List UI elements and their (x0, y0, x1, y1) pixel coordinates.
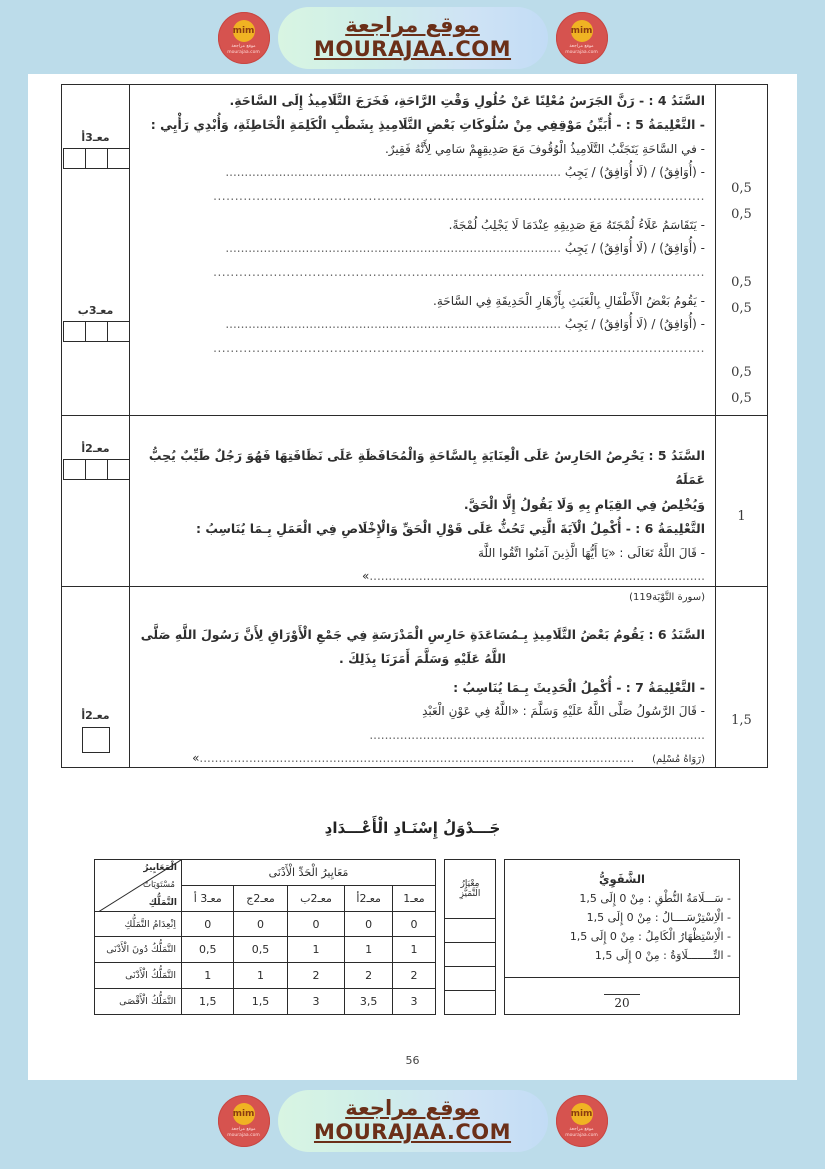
answer-blank-3[interactable]: .................................................................................................................. (213, 340, 705, 355)
table-row (445, 919, 496, 943)
table-row (95, 963, 436, 989)
answer-options-2[interactable] (140, 237, 705, 260)
matrix-col-header: معـ2ب (287, 885, 345, 911)
content-column-block2 (130, 416, 716, 604)
score-box[interactable] (85, 321, 108, 342)
matrix-cell: 2 (392, 963, 435, 989)
statement-2: - يَتَقَاسَمُ عَلَاءُ لُمْجَتَهُ مَعَ صَدِيقِهِ عِنْدَمَا لَا يَجْلِبُ لُمْجَةً. (448, 217, 705, 232)
watermark-line1: موقع مراجعة (345, 13, 480, 38)
table-row (505, 978, 740, 1015)
page-number: 56 (405, 1054, 420, 1067)
watermark-bottom (0, 1085, 825, 1157)
score-value: 0,5 (731, 275, 752, 290)
criterion-label-3b: معـ3ب (77, 304, 114, 317)
verse-prompt: - قَالَ اللَّهُ تَعَالَى : «يَا أَيُّهَا الَّذِينَ آمَنُوا اتَّقُوا اللَّهَ (477, 545, 705, 560)
score-value: 0,5 (731, 365, 752, 380)
criterion-score-boxes-2a[interactable] (62, 459, 129, 480)
matrix-cell: 0 (287, 911, 345, 937)
matrix-cell: 3,5 (345, 989, 392, 1015)
content-column-block1 (130, 85, 716, 416)
exam-table (61, 84, 768, 768)
options-label: - (أُوَافِقُ) / (لَا أُوَافِقُ) / يَجِبُ (564, 241, 705, 256)
table-row (445, 991, 496, 1015)
matrix-row-label: التَّمَلُّكُ دُونَ الْأَدْنَى (95, 937, 182, 963)
score-value: 0,5 (731, 391, 752, 406)
site-logo-badge-left (218, 1095, 270, 1147)
oral-item: - الْاِسْتِظْهَارُ الْكَامِلُ : مِنْ 0 إِلَى 1,5 (569, 930, 731, 944)
score-box[interactable] (107, 321, 130, 342)
table-row (505, 860, 740, 978)
table-row (445, 943, 496, 967)
matrix-cell: 0 (345, 911, 392, 937)
table-row (62, 587, 768, 768)
criterion-score-boxes-3a[interactable] (62, 148, 129, 169)
logo-caption: موقع مراجعة mourajaa.com (565, 1127, 598, 1138)
score-box[interactable] (85, 148, 108, 169)
answer-dots[interactable]: ........................................................................................ (225, 317, 562, 332)
answer-dots[interactable]: ........................................................................................ (225, 165, 562, 180)
matrix-cell: 1 (345, 937, 392, 963)
answer-options-3[interactable] (140, 313, 705, 336)
score-box[interactable] (63, 321, 86, 342)
score-value: 0,5 (731, 207, 752, 222)
diag-header-top: الْمَعَايِيرُ (143, 863, 177, 873)
matrix-cell: 1,5 (234, 989, 287, 1015)
source-5-text-line1: السَّنَدُ 5 : يَحْرِصُ الحَارِسُ عَلَى الْعِنَايَةِ بِالسَّاحَةِ وَالْمُحَافَظَةِ عَلَى نَظَافَتِهَا فَهُوَ رَجُلٌ طَيِّبٌ يُحِبُّ عَمَلَهُ (148, 448, 705, 488)
logo-mark: mim (570, 26, 593, 37)
site-logo-badge-right (556, 12, 608, 64)
matrix-cell: 1 (182, 963, 234, 989)
matrix-col-header: معـ1 (392, 885, 435, 911)
answer-dots[interactable]: ........................................................................................ (369, 727, 705, 742)
matrix-cell: 1 (287, 937, 345, 963)
oral-item: - الْاِسْتِرْسَــــالُ : مِنْ 0 إِلَى 1,5 (586, 910, 731, 924)
matrix-col-header: معـ3 أ (182, 885, 234, 911)
logo-ring-icon (233, 1103, 255, 1125)
watermark-line1: موقع مراجعة (345, 1096, 480, 1121)
logo-ring-icon (571, 1103, 593, 1125)
total-score-cell[interactable] (505, 978, 740, 1015)
matrix-cell: 3 (287, 989, 345, 1015)
distinction-cell (445, 967, 496, 991)
matrix-cell: 3 (392, 989, 435, 1015)
logo-caption: موقع مراجعة mourajaa.com (227, 44, 260, 55)
table-row (62, 416, 768, 587)
criteria-column-block1 (62, 85, 130, 416)
answer-blank-1[interactable]: .................................................................................................................. (213, 188, 705, 203)
matrix-row-label: التَّمَلُّكُ الْأَقْصَى (95, 989, 182, 1015)
watermark-line2: MOURAJAA.COM (313, 1120, 512, 1145)
oral-item: - التِّــــــــلَاوَةُ : مِنْ 0 إِلَى 1,5 (594, 949, 731, 963)
score-box[interactable] (107, 148, 130, 169)
oral-criteria-table (504, 859, 740, 1015)
source-6-text-line1: السَّنَدُ 6 : يَقُومُ بَعْضُ التَّلَامِيذِ بِـمُسَاعَدَةِ حَارِسِ الْمَدْرَسَةِ فِي جَمْعِ الْأَوْرَاقِ لِأَنَّ رَسُولَ اللَّهِ صَلَّى (140, 627, 705, 642)
answer-dots[interactable]: ........................................................................................ (369, 568, 705, 583)
instruction-6-text: التَّعْلِيمَةُ 6 : - أُكْمِلُ الْآيَةَ الَّتِي تَحُثُّ عَلَى قَوْلِ الْحَقِّ وَالْإِخْلَاصِ فِي الْعَمَلِ بِـمَا يُنَاسِبُ : (196, 521, 705, 537)
logo-caption: موقع مراجعة mourajaa.com (565, 44, 598, 55)
statement-3: - يَقُومُ بَعْضُ الْأَطْفَالِ بِالْعَبَثِ بِأَزْهَارِ الْحَدِيقَةِ فِي السَّاحَةِ. (433, 294, 705, 309)
score-value: 0,5 (731, 301, 752, 316)
source-6-text-line2: اللَّهُ عَلَيْهِ وَسَلَّمَ أَمَرَنَا بِذَلِكَ . (339, 651, 506, 667)
score-column-block3 (716, 587, 768, 768)
score-box[interactable] (63, 459, 86, 480)
total-denominator: 20 (614, 995, 630, 1010)
table-row (95, 937, 436, 963)
matrix-cell: 1 (392, 937, 435, 963)
distinction-cell (445, 943, 496, 967)
logo-mark: mim (232, 26, 255, 37)
logo-mark: mim (570, 1109, 593, 1120)
logo-mark: mim (232, 1109, 255, 1120)
criterion-label-3a: معـ3أ (81, 131, 110, 144)
matrix-cell: 2 (287, 963, 345, 989)
score-box[interactable] (85, 459, 108, 480)
matrix-span-header: مَعَايِيرُ الْحَدِّ الْأَدْنَى (182, 860, 436, 886)
verse-answer-line[interactable] (140, 542, 705, 589)
hadith-answer-line[interactable] (140, 700, 705, 747)
watermark-pill (227, 7, 598, 69)
score-value: 1 (737, 509, 746, 524)
total-fraction (604, 983, 640, 1010)
oral-block (505, 860, 740, 978)
watermark-pill (227, 1090, 598, 1152)
grading-table-title: جَـــدْوَلُ إِسْنَـادِ الْأَعْـــدَادِ (324, 819, 501, 837)
options-label: - (أُوَافِقُ) / (لَا أُوَافِقُ) / يَجِبُ (564, 165, 705, 180)
matrix-col-header: معـ2أ (345, 885, 392, 911)
matrix-cell: 0 (182, 911, 234, 937)
hadith-prompt: - قَالَ الرَّسُولُ صَلَّى اللَّهُ عَلَيْهِ وَسَلَّمَ : «اللَّهُ فِي عَوْنِ الْعَبْدِ (422, 704, 705, 719)
table-row (62, 85, 768, 416)
matrix-cell: 0,5 (234, 937, 287, 963)
watermark-line2: MOURAJAA.COM (313, 37, 512, 62)
criterion-label-2a-second: معـ2أ (81, 709, 110, 722)
logo-ring-icon (571, 20, 593, 42)
logo-caption: موقع مراجعة mourajaa.com (227, 1127, 260, 1138)
distinction-criterion-column (444, 859, 496, 1015)
grading-section (94, 859, 740, 1015)
answer-dots[interactable]: ........................................................................................ (225, 241, 562, 256)
distinction-header: مِعْيَارُ التَّمَيُّزِ (445, 860, 496, 919)
quote-close: » (361, 568, 370, 583)
distinction-cell (445, 919, 496, 943)
instruction-7-text: - التَّعْلِيمَةُ 7 : - أُكْمِلُ الْحَدِيثَ بِـمَا يُنَاسِبُ : (453, 679, 705, 695)
diag-header-bottom: التَّمَلُّكِ (148, 897, 177, 908)
oral-item: - سَـــلَامَةُ النُّطْقِ : مِنْ 0 إِلَى 1,5 (579, 891, 731, 905)
logo-ring-icon (233, 20, 255, 42)
oral-heading: الشَّفَوِيُّ (599, 871, 645, 886)
site-logo-badge-right (556, 1095, 608, 1147)
matrix-cell: 2 (345, 963, 392, 989)
diag-header-mid: مُسْتَوَيَاتُ (142, 880, 175, 890)
criterion-score-boxes-3b[interactable] (62, 321, 129, 342)
site-logo-badge-left (218, 12, 270, 64)
content-column-block3 (130, 587, 716, 768)
hadith-citation: (رَوَاهُ مُسْلِم) (652, 753, 705, 765)
table-row (95, 860, 436, 886)
matrix-cell: 0 (234, 911, 287, 937)
score-value: 1,5 (731, 713, 752, 728)
source-4-text: السَّنَدُ 4 : - رَنَّ الجَرَسُ مُعْلِنًا عَنْ حُلُولِ وَقْتِ الرَّاحَةِ، فَخَرَجَ التَّلَامِيذُ إِلَى السَّاحَةِ. (229, 93, 705, 108)
table-row (95, 911, 436, 937)
criteria-matrix-table (94, 859, 436, 1015)
matrix-diagonal-header (95, 860, 182, 912)
verse-citation: (سورة التَّوْبَة119) (629, 592, 705, 604)
score-column-block2 (716, 416, 768, 587)
matrix-cell: 0,5 (182, 937, 234, 963)
table-row (95, 989, 436, 1015)
distinction-cell (445, 991, 496, 1015)
answer-blank-2[interactable]: .................................................................................................................. (213, 264, 705, 279)
table-row (445, 860, 496, 919)
matrix-col-header: معـ2ج (234, 885, 287, 911)
total-numerator[interactable] (604, 983, 640, 995)
score-box[interactable] (63, 148, 86, 169)
quote-close: » (192, 750, 200, 765)
score-value: 0,5 (731, 181, 752, 196)
score-column-block1 (716, 85, 768, 416)
instruction-5-text: - التَّعْلِيمَةُ 5 : - أُبَيِّنُ مَوْقِفِي مِنْ سُلُوكَاتِ بَعْضِ التَّلَامِيذِ بِشَطْبِ الْكَلِمَةِ الْخَاطِئَةِ، وَأُبْدِي رَأْيِي : (150, 117, 705, 133)
matrix-cell: 1 (234, 963, 287, 989)
criterion-score-box-single[interactable] (82, 727, 110, 753)
watermark-top (0, 2, 825, 74)
options-label: - (أُوَافِقُ) / (لَا أُوَافِقُ) / يَجِبُ (564, 317, 705, 332)
score-box[interactable] (107, 459, 130, 480)
matrix-cell: 0 (392, 911, 435, 937)
statement-1: - في السَّاحَةِ يَتَجَنَّبُ التَّلَامِيذُ الْوُقُوفَ مَعَ صَدِيقِهِمْ سَامِي لِأَنَّهُ فَقِيرٌ. (384, 141, 705, 156)
criteria-column-block3 (62, 587, 130, 768)
matrix-cell: 1,5 (182, 989, 234, 1015)
document-page (28, 74, 797, 1080)
criteria-column-block2 (62, 416, 130, 587)
answer-dots[interactable]: .................................................................................................................. (199, 750, 635, 765)
criterion-label-2a-first: معـ2أ (81, 442, 110, 455)
source-5-text-line2: وَيُخْلِصُ فِي القِيَامِ بِهِ وَلَا يَقُولُ إِلَّا الْحَقَّ. (463, 496, 705, 512)
answer-options-1[interactable] (140, 161, 705, 184)
table-row (445, 967, 496, 991)
matrix-row-label: اِنْعِدَامُ التَّمَلُّكِ (95, 911, 182, 937)
matrix-row-label: التَّمَلُّكُ الْأَدْنَى (95, 963, 182, 989)
hadith-citation-line (140, 747, 705, 770)
